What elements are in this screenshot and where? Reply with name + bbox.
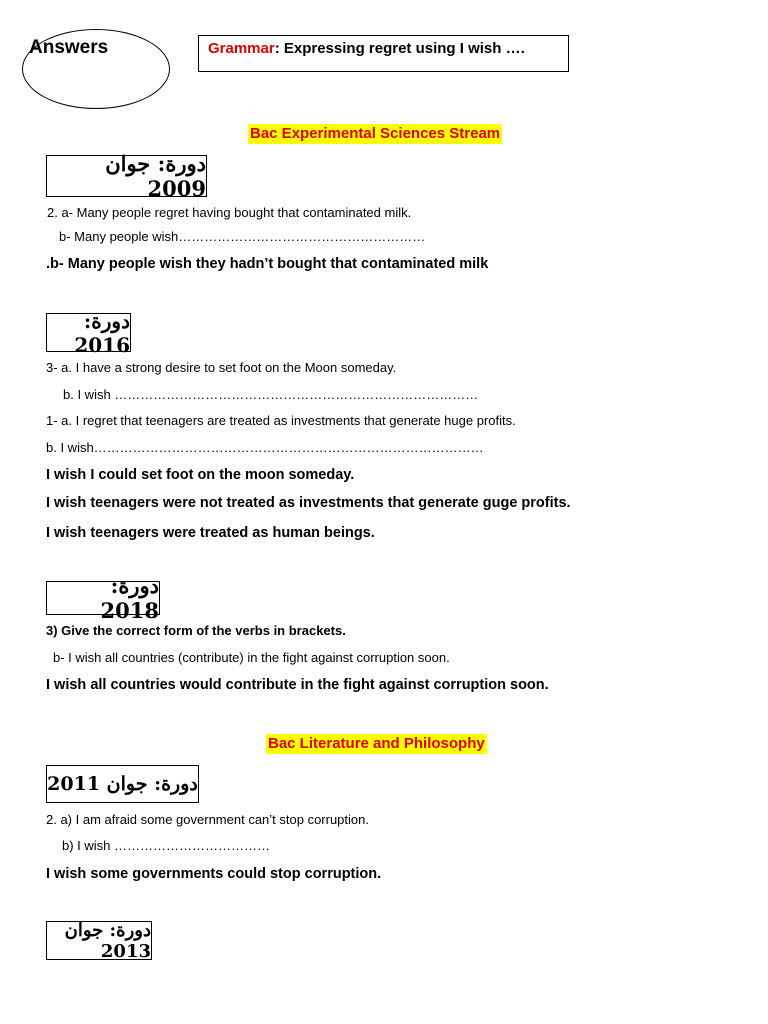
question-line: b- I wish all countries (contribute) in the fight against corruption soon. [53, 650, 450, 665]
answer-line: I wish all countries would contribute in the fight against corruption soon. [46, 677, 549, 693]
page-title: : Expressing regret using I wish …. [274, 40, 525, 57]
grammar-label: Grammar [208, 40, 275, 57]
year-box-2013: دورة: جوان 2013 [46, 921, 152, 960]
year-box-2011: دورة: جوان 2011 [46, 765, 199, 803]
answer-line: I wish I could set foot on the moon someday. [46, 467, 355, 483]
question-line: 2. a- Many people regret having bought that contaminated milk. [47, 205, 412, 220]
answer-line: I wish teenagers were treated as human beings. [46, 525, 375, 541]
question-line: b- Many people wish………………………………………………… [59, 229, 426, 244]
year-box-2016: دورة: 2016 [46, 313, 131, 352]
section-title-literature: Bac Literature and Philosophy [268, 735, 485, 752]
year-box-2018: دورة: 2018 [46, 581, 160, 615]
answers-label: Answers [29, 37, 109, 58]
year-box-2009: دورة: جوان 2009 [46, 155, 207, 197]
answer-line: I wish teenagers were not treated as investments that generate guge profits. [46, 495, 571, 511]
question-line: 3- a. I have a strong desire to set foot on the Moon someday. [46, 360, 397, 375]
answer-line: .b- Many people wish they hadn’t bought that contaminated milk [46, 256, 489, 272]
answer-line: I wish some governments could stop corruption. [46, 866, 382, 882]
question-line: b) I wish ……………………………… [62, 838, 271, 853]
question-line: 2. a) I am afraid some government can’t stop corruption. [46, 812, 369, 827]
section-title-experimental: Bac Experimental Sciences Stream [250, 125, 501, 142]
question-line: 1- a. I regret that teenagers are treated as investments that generate huge profits. [46, 413, 516, 428]
question-line: b. I wish……………………………………………………………………………… [46, 440, 484, 455]
question-line: b. I wish ………………………………………………………………………… [63, 387, 479, 402]
question-line: 3) Give the correct form of the verbs in brackets. [46, 623, 346, 638]
page-title-box [198, 35, 569, 72]
